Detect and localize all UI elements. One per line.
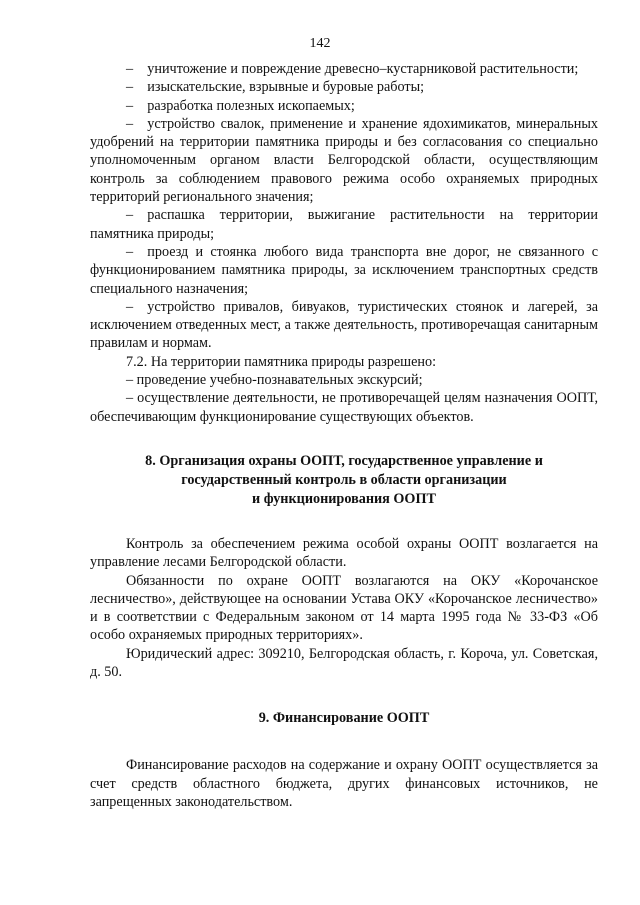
heading-line: и функционирования ООПТ bbox=[252, 490, 436, 507]
paragraph: Юридический адрес: 309210, Белгородская область, г. Короча, ул. Советская, д. 50. bbox=[90, 645, 598, 681]
section-9-heading: 9. Финансирование ООПТ bbox=[258, 710, 430, 727]
paragraph: Контроль за обеспечением режима особой охраны ООПТ возлагается на управление лесами Белгородской области. bbox=[90, 535, 598, 571]
paragraph: Обязанности по охране ООПТ возлагаются на ОКУ «Корочанское лесничество», действующее на основании Устава ОКУ «Корочанское лесничество» и в соответствии с Федеральным законом от 14 марта 1995 года № 33-ФЗ «Об особо охраняемых природных территориях». bbox=[90, 572, 598, 644]
section-7-2-intro: 7.2. На территории памятника природы разрешено: bbox=[126, 353, 437, 370]
list-item: – проезд и стоянка любого вида транспорта вне дорог, не связанного с функционированием памятника природы, за исключением транспортных средств специального назначения; bbox=[90, 243, 598, 297]
section-9-body bbox=[90, 756, 598, 811]
heading-line: государственный контроль в области организации bbox=[181, 471, 507, 488]
page-number: 142 bbox=[309, 36, 331, 51]
paragraph: Финансирование расходов на содержание и охрану ООПТ осуществляется за счет средств областного бюджета, других финансовых источников, не запрещенных законодательством. bbox=[90, 757, 598, 810]
prohibited-activities-list bbox=[90, 60, 598, 353]
list-item: – распашка территории, выжигание растительности на территории памятника природы; bbox=[90, 207, 598, 242]
list-item: – устройство свалок, применение и хранение ядохимикатов, минеральных удобрений на территории памятника природы и без согласования со специально уполномоченным органом власти Белгородской области, осуществляющим контроль за соблюдением правового режима особо охраняемых природных территорий регионального значения; bbox=[90, 115, 598, 206]
list-item: – изыскательские, взрывные и буровые работы; bbox=[126, 79, 425, 96]
page-content bbox=[90, 60, 598, 811]
list-item: – осуществление деятельности, не противоречащей целям назначения ООПТ, обеспечивающим функционирование существующих объектов. bbox=[90, 390, 598, 425]
list-item: – устройство привалов, бивуаков, туристических стоянок и лагерей, за исключением отведенных мест, а также деятельность, противоречащая санитарным правилам и нормам. bbox=[90, 298, 598, 352]
heading-line: 8. Организация охраны ООПТ, государственное управление и bbox=[145, 452, 543, 469]
list-item: – проведение учебно-познавательных экскурсий; bbox=[126, 372, 423, 389]
permitted-activities-list bbox=[90, 371, 598, 426]
list-item: – разработка полезных ископаемых; bbox=[126, 97, 355, 114]
list-item: – уничтожение и повреждение древесно–кустарниковой растительности; bbox=[126, 61, 579, 77]
section-8-heading bbox=[90, 452, 598, 509]
section-8-body bbox=[90, 535, 598, 681]
